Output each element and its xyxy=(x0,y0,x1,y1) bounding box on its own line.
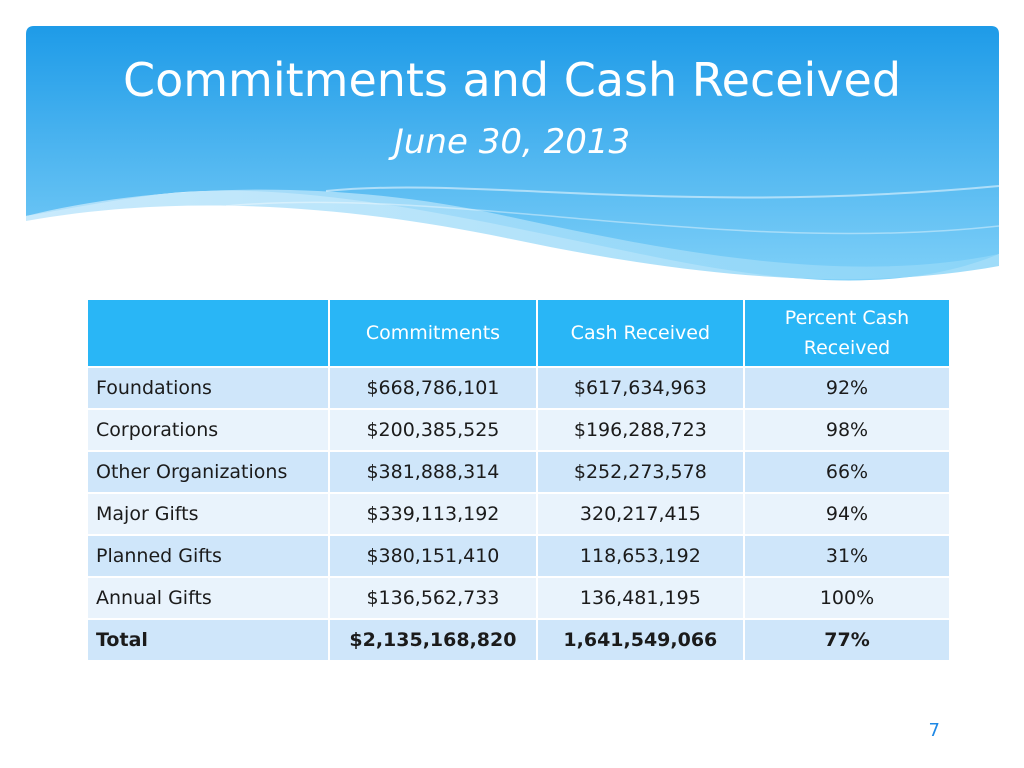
row-label: Annual Gifts xyxy=(87,577,329,619)
page-number: 7 xyxy=(928,720,940,741)
commitments-value: $136,562,733 xyxy=(329,577,537,619)
header-commitments: Commitments xyxy=(329,299,537,367)
cash-value: $617,634,963 xyxy=(537,367,744,409)
percent-value: 98% xyxy=(744,409,950,451)
row-label: Other Organizations xyxy=(87,451,329,493)
row-label: Major Gifts xyxy=(87,493,329,535)
percent-value: 31% xyxy=(744,535,950,577)
total-percent-value: 77% xyxy=(744,619,950,661)
row-label: Planned Gifts xyxy=(87,535,329,577)
table-row xyxy=(87,451,950,493)
table-row xyxy=(87,577,950,619)
slide-subtitle: June 30, 2013 xyxy=(393,122,631,162)
percent-value: 92% xyxy=(744,367,950,409)
percent-value: 100% xyxy=(744,577,950,619)
commitments-value: $668,786,101 xyxy=(329,367,537,409)
table-row xyxy=(87,409,950,451)
total-label: Total xyxy=(87,619,329,661)
total-cash-value: 1,641,549,066 xyxy=(537,619,744,661)
cash-value: $252,273,578 xyxy=(537,451,744,493)
row-label: Corporations xyxy=(87,409,329,451)
commitments-value: $200,385,525 xyxy=(329,409,537,451)
cash-value: 320,217,415 xyxy=(537,493,744,535)
commitments-table xyxy=(86,298,951,662)
slide-title: Commitments and Cash Received xyxy=(122,53,902,107)
table-row xyxy=(87,493,950,535)
commitments-value: $339,113,192 xyxy=(329,493,537,535)
commitments-value: $381,888,314 xyxy=(329,451,537,493)
cash-value: 136,481,195 xyxy=(537,577,744,619)
commitments-value: $380,151,410 xyxy=(329,535,537,577)
header-empty xyxy=(87,299,329,367)
table-header-row xyxy=(87,299,950,367)
table-row xyxy=(87,367,950,409)
cash-value: 118,653,192 xyxy=(537,535,744,577)
header-cash-received: Cash Received xyxy=(537,299,744,367)
total-row xyxy=(87,619,950,661)
table-row xyxy=(87,535,950,577)
percent-value: 66% xyxy=(744,451,950,493)
row-label: Foundations xyxy=(87,367,329,409)
total-commitments-value: $2,135,168,820 xyxy=(329,619,537,661)
header-percent-cash: Percent Cash Received xyxy=(744,299,950,367)
cash-value: $196,288,723 xyxy=(537,409,744,451)
percent-value: 94% xyxy=(744,493,950,535)
